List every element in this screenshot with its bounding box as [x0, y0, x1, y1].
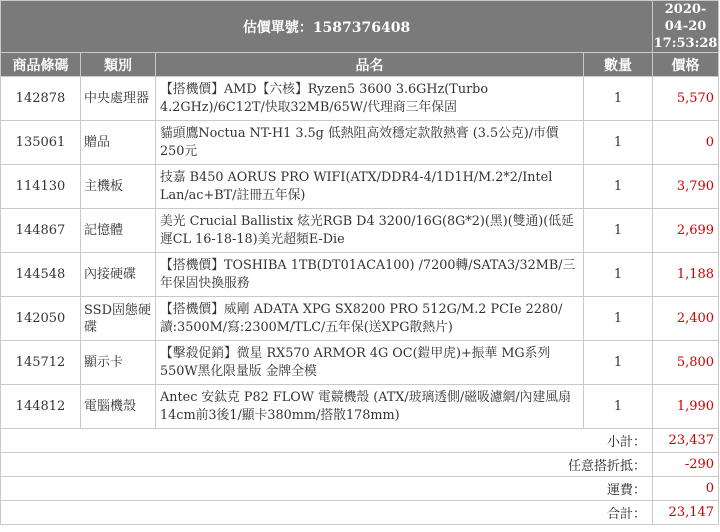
item-code: 114130 — [1, 165, 81, 209]
total-row — [1, 501, 719, 525]
item-qty: 1 — [584, 385, 653, 429]
item-qty: 1 — [584, 165, 653, 209]
item-qty: 1 — [584, 121, 653, 165]
column-header-qty: 數量 — [584, 53, 653, 77]
item-price: 3,790 — [653, 165, 719, 209]
total-label: 合計： — [1, 501, 653, 525]
item-price: 5,800 — [653, 341, 719, 385]
column-header-name: 品名 — [156, 53, 584, 77]
item-code: 144548 — [1, 253, 81, 297]
item-qty: 1 — [584, 297, 653, 341]
item-name: 【搭機價】TOSHIBA 1TB(DT01ACA100) /7200轉/SATA3/32MB/三年保固快換服務 — [156, 253, 584, 297]
table-row — [1, 341, 719, 385]
discount-label: 任意搭折抵： — [1, 453, 653, 477]
item-code: 144812 — [1, 385, 81, 429]
table-row — [1, 77, 719, 121]
quote-datetime — [653, 1, 719, 53]
item-category: 顯示卡 — [81, 341, 156, 385]
table-row — [1, 385, 719, 429]
subtotal-label: 小計： — [1, 429, 653, 453]
item-name: Antec 安鈦克 P82 FLOW 電競機殼 (ATX/玻璃透側/磁吸濾網/內建風扇14cm前3後1/顯卡380mm/搭散178mm) — [156, 385, 584, 429]
item-qty: 1 — [584, 253, 653, 297]
quote-number-label: 估價單號： — [242, 19, 313, 36]
item-qty: 1 — [584, 77, 653, 121]
total-value: 23,147 — [653, 501, 719, 525]
item-category: SSD固態硬碟 — [81, 297, 156, 341]
table-row — [1, 165, 719, 209]
subtotal-row — [1, 429, 719, 453]
item-price: 2,400 — [653, 297, 719, 341]
item-name: 美光 Crucial Ballistix 炫光RGB D4 3200/16G(8G*2)(黑)(雙通)(低延遲CL 16-18-18)美光超頻E-Die — [156, 209, 584, 253]
quote-number: 1587376408 — [312, 19, 411, 36]
item-qty: 1 — [584, 341, 653, 385]
column-header-price: 價格 — [653, 53, 719, 77]
quote-time: 17:53:28 — [653, 36, 718, 51]
item-code: 142050 — [1, 297, 81, 341]
item-price: 1,188 — [653, 253, 719, 297]
item-name: 技嘉 B450 AORUS PRO WIFI(ATX/DDR4-4/1D1H/M.2*2/Intel Lan/ac+BT/註冊五年保) — [156, 165, 584, 209]
item-code: 135061 — [1, 121, 81, 165]
item-code: 144867 — [1, 209, 81, 253]
item-name: 【擊殺促銷】微星 RX570 ARMOR 4G OC(鎧甲虎)+振華 MG系列 550W黑化限量版 金牌全模 — [156, 341, 584, 385]
item-category: 中央處理器 — [81, 77, 156, 121]
column-header-code: 商品條碼 — [1, 53, 81, 77]
quote-number-heading — [1, 1, 653, 53]
quote-header-row — [1, 1, 719, 53]
discount-row — [1, 453, 719, 477]
table-row — [1, 209, 719, 253]
item-code: 145712 — [1, 341, 81, 385]
item-category: 內接硬碟 — [81, 253, 156, 297]
column-header-category: 類別 — [81, 53, 156, 77]
item-category: 主機板 — [81, 165, 156, 209]
quote-date: 2020-04-20 — [664, 2, 707, 34]
table-row — [1, 297, 719, 341]
item-price: 1,990 — [653, 385, 719, 429]
item-category: 電腦機殼 — [81, 385, 156, 429]
shipping-row — [1, 477, 719, 501]
item-category: 記憶體 — [81, 209, 156, 253]
item-category: 贈品 — [81, 121, 156, 165]
column-header-row — [1, 53, 719, 77]
shipping-label: 運費： — [1, 477, 653, 501]
subtotal-value: 23,437 — [653, 429, 719, 453]
item-price: 0 — [653, 121, 719, 165]
shipping-value: 0 — [653, 477, 719, 501]
item-code: 142878 — [1, 77, 81, 121]
table-row — [1, 121, 719, 165]
item-name: 【搭機價】AMD【六核】Ryzen5 3600 3.6GHz(Turbo 4.2GHz)/6C12T/快取32MB/65W/代理商三年保固 — [156, 77, 584, 121]
item-name: 【搭機價】威剛 ADATA XPG SX8200 PRO 512G/M.2 PCIe 2280/讀:3500M/寫:2300M/TLC/五年保(送XPG散熱片) — [156, 297, 584, 341]
table-row — [1, 253, 719, 297]
item-price: 5,570 — [653, 77, 719, 121]
item-qty: 1 — [584, 209, 653, 253]
item-name: 貓頭鷹Noctua NT-H1 3.5g 低熱阻高效穩定款散熱膏 (3.5公克)/市價250元 — [156, 121, 584, 165]
discount-value: -290 — [653, 453, 719, 477]
item-price: 2,699 — [653, 209, 719, 253]
